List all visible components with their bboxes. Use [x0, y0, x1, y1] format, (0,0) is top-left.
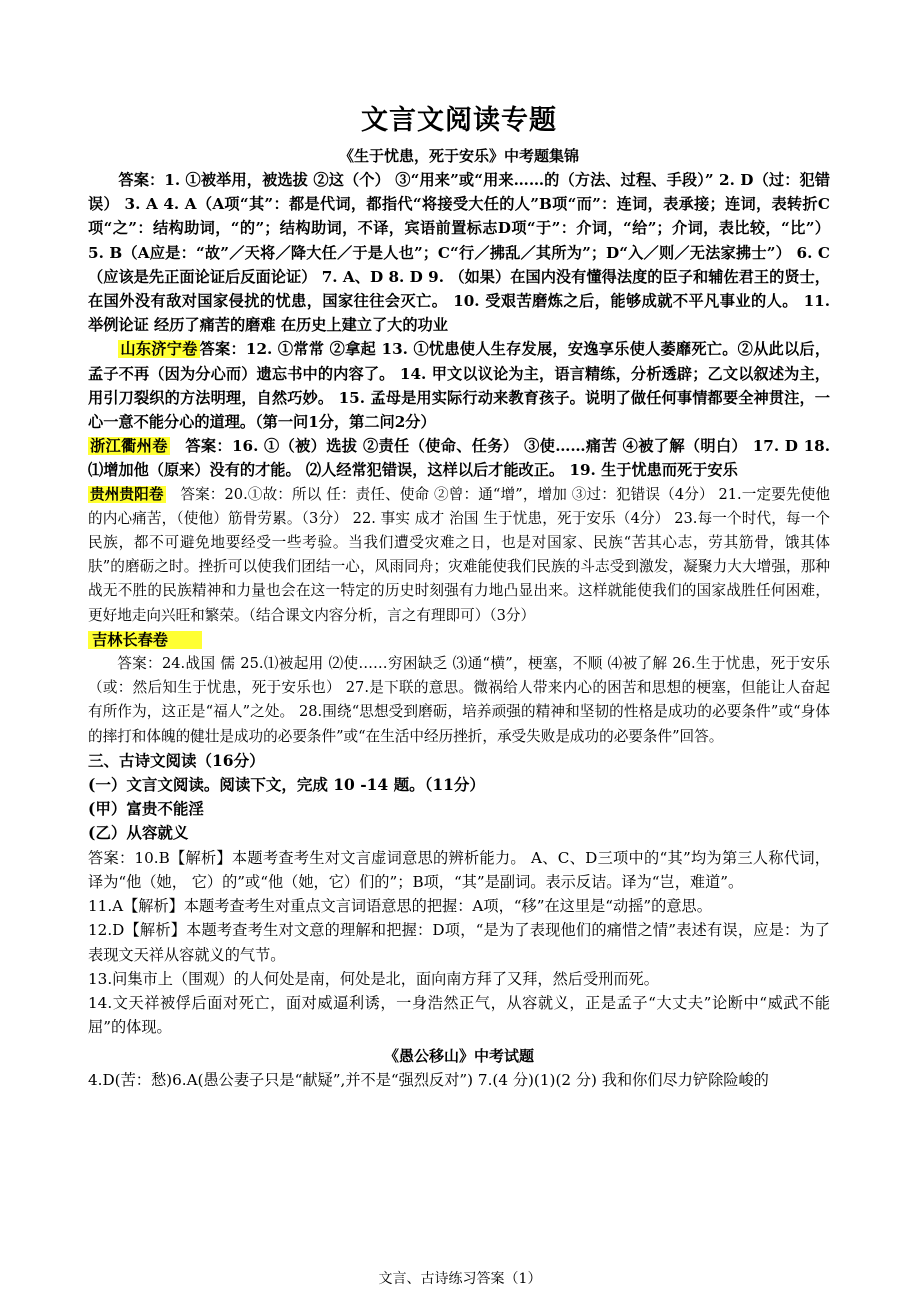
answer-block-1: 答案：1. ①被举用，被选拔 ②这（个） ③“用来”或“用来……的（方法、过程、手段）” 2. D（过：犯错误） 3. A 4. A（A项“其”：都是代词，都指代“将接受大任的人”B项“而”：连词，表承接；连词，表转折C项“之”：结构助词，“的”；结构助词，不译，宾语前置标志D项“于”：介词，“给”；介词，表比较，“比”） 5. B（A应是：“故”／天将／降大任／于是人也”；C“行／拂乱／其所为”；D“入／则／无法家拂士”） 6. C（应该是先正面论证后反面论证） 7. A、D 8. D 9. （如果）在国内没有懂得法度的臣子和辅佐君王的贤士，在国外没有敌对国家侵扰的忧患，国家往往会灭亡。 10. 受艰苦磨炼之后，能够成就不平凡事业的人。 11. 举例论证 经历了痛苦的磨难 在历史上建立了大的功业 — [88, 171, 830, 335]
section-heading-3-1: (一）文言文阅读。阅读下文，完成 10 -14 题。（11分） — [88, 775, 485, 795]
answer-yugong: 4.D(苦：愁)6.A(愚公妻子只是“献疑”,并不是“强烈反对”) 7.(4 分)(1)(2 分) 我和你们尽力铲除险峻的 — [88, 1071, 769, 1090]
region-tag-guiyang: 贵州贵阳卷 — [90, 485, 164, 503]
answer-block-guiyang — [88, 483, 830, 628]
passage-title-jia: (甲）富贵不能淫 — [88, 799, 204, 819]
answer-10: 答案：10.B【解析】本题考查考生对文言虚词意思的辨析能力。 A、C、D三项中的“其”均为第三人称代词，译为“他（她， 它）的”或“他（她，它）们的”；B项，“其”是副词。表示反诘。译为“岂，难道”。 — [88, 848, 830, 891]
region-tag-changchun: 吉林长春卷 — [88, 631, 202, 649]
answer-text-quzhou: 答案：16. ①（被）选拔 ②责任（使命、任务） ③使……痛苦 ④被了解（明白） 17. D 18. ⑴增加他（原来）没有的才能。 ⑵人经常犯错误，这样以后才能改正。 19. 生于忧患而死于安乐 — [88, 437, 831, 480]
answer-12: 12.D【解析】本题考查考生对文意的理解和把握：D项，“是为了表现他们的痛惜之情”表述有误，应是：为了表现文天祥从容就义的气节。 — [88, 921, 830, 964]
answer-13: 13.问集市上（围观）的人何处是南，何处是北，面向南方拜了又拜，然后受刑而死。 — [88, 969, 659, 988]
answer-14: 14.文天祥被俘后面对死亡，面对威逼利诱，一身浩然正气，从容就义，正是孟子“大丈夫”论断中“威武不能屈”的体现。 — [88, 993, 830, 1037]
region-tag-quzhou: 浙江衢州卷 — [90, 437, 168, 456]
answer-block-changchun: 答案：24.战国 儒 25.⑴被起用 ⑵使……穷困缺乏 ⑶通“横”，梗塞，不顺 ⑷被了解 26.生于忧患，死于安乐（或：然后知生于忧患，死于安乐也） 27.是下联的意思。微祸给人带来内心的困苦和思想的梗塞，但能让人奋起有所作为，这正是“福人”之处。 28.围绕“思想受到磨砺，培养顽强的精神和坚韧的性格是成功的必要条件”或“身体的摔打和体魄的健壮是成功的必要条件”或“在生活中经历挫折，承受失败是成功的必要条件”回答。 — [88, 655, 830, 745]
answer-text-jining: 答案：12. ①常常 ②拿起 13. ①忧患使人生存发展，安逸享乐使人萎靡死亡。②从此以后，孟子不再（因为分心而）遗忘书中的内容了。 14. 甲文以议论为主，语言精练，分析透辟；乙文以叙述为主，用引刀裂织的方法明理，自然巧妙。 15. 孟母是用实际行动来教育孩子。说明了做任何事情都要全神贯注，一心一意不能分心的道理。（第一问1分，第二问2分） — [88, 340, 831, 432]
answer-11: 11.A【解析】本题考查考生对重点文言词语意思的把握：A项，“移”在这里是“动摇”的意思。 — [88, 897, 712, 916]
section-subtitle-shengyu: 《生于忧患，死于安乐》中考题集锦 — [338, 147, 579, 165]
page-footer: 文言、古诗练习答案（1） — [378, 1271, 542, 1287]
region-tag-row-changchun — [88, 628, 830, 652]
page-title: 文言文阅读专题 — [361, 105, 557, 136]
section-heading-3: 三、古诗文阅读（16分） — [88, 750, 265, 770]
region-tag-jining: 山东济宁卷 — [120, 340, 198, 359]
document-page — [88, 92, 830, 1093]
answer-text-guiyang: 答案：20.①故：所以 任：责任、使命 ②曾：通“增”，增加 ③过：犯错误（4分） 21.一定要先使他的内心痛苦，（使他）筋骨劳累。（3分） 22. 事实 成才 治国 生于忧患，死于安乐（4分） 23.每一个时代，每一个民族，都不可避免地要经受一些考验。当我们遭受灾难之日，也是对国家、民族“苦其心志，劳其筋骨，饿其体肤”的磨砺之时。挫折可以使我们团结一心，风雨同舟；灾难能使我们民族的斗志受到激发，凝聚力大大增强，那种战无不胜的民族精神和力量也会在这一特定的历史时刻强有力地凸显出来。这样就能使我们的国家战胜任何困难，更好地走向兴旺和繁荣。（结合课文内容分析，言之有理即可）（3分） — [88, 485, 830, 624]
section-subtitle-yugong: 《愚公移山》中考试题 — [383, 1047, 534, 1066]
answer-block-quzhou — [88, 434, 830, 482]
answer-block-jining — [88, 337, 830, 434]
passage-title-yi: (乙）从容就义 — [88, 823, 189, 843]
